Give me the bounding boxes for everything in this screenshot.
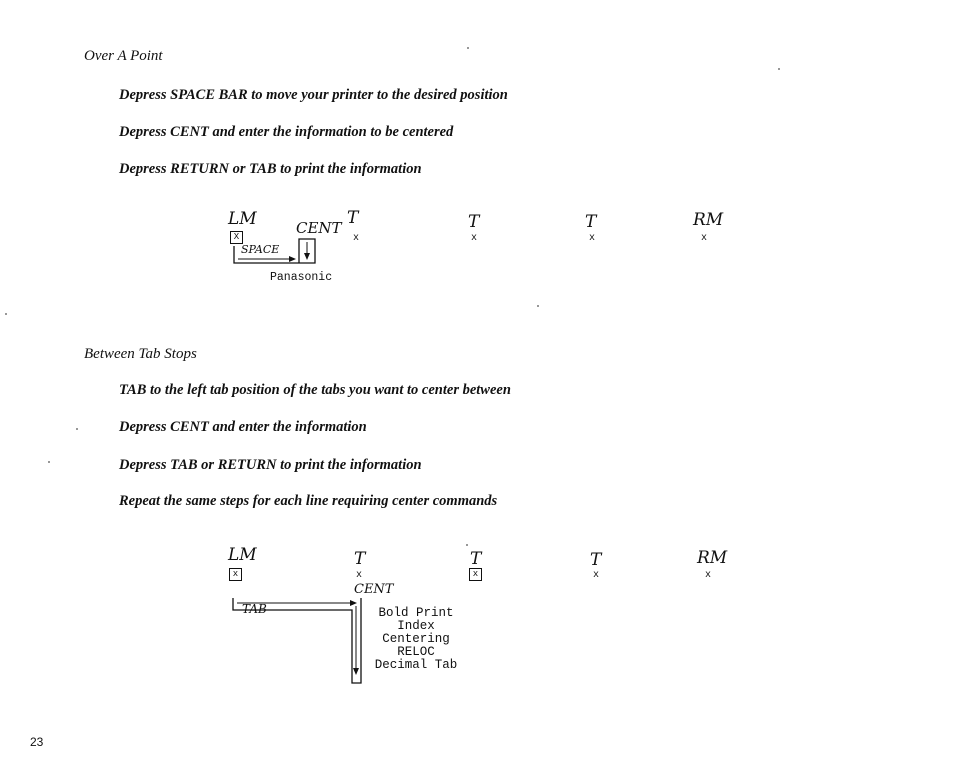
scan-speck xyxy=(537,305,539,307)
page-number: 23 xyxy=(30,735,44,749)
scan-speck xyxy=(778,68,780,70)
step-1-1: Depress SPACE BAR to move your printer to the desired position xyxy=(119,87,508,103)
x-mark-2: x xyxy=(471,233,478,244)
centered-output-block xyxy=(366,607,466,672)
output-line: RELOC xyxy=(397,645,435,659)
step-2-4: Repeat the same steps for each line requiring center commands xyxy=(119,493,498,509)
cent-label: CENT xyxy=(296,219,342,237)
tab-mark-3: T xyxy=(590,550,602,570)
step-2-1: TAB to the left tab position of the tabs you want to center between xyxy=(119,382,511,398)
scan-speck xyxy=(467,47,469,49)
x-mark-rm: x xyxy=(701,233,708,244)
tab-label: TAB xyxy=(242,602,267,616)
right-margin-label: RM xyxy=(693,210,724,230)
centered-output: Panasonic xyxy=(270,271,333,284)
x-mark-1: x xyxy=(353,233,360,244)
heading-between-tab-stops: Between Tab Stops xyxy=(84,346,197,362)
x-mark-rm: x xyxy=(705,570,712,581)
step-2-3: Depress TAB or RETURN to print the information xyxy=(119,457,422,473)
tab-mark-2: T xyxy=(468,212,480,232)
output-line: Decimal Tab xyxy=(374,658,458,672)
left-margin-label: LM xyxy=(228,209,257,229)
cent-label: CENT xyxy=(354,582,394,597)
output-line: Index xyxy=(397,619,435,633)
step-1-3: Depress RETURN or TAB to print the information xyxy=(119,161,422,177)
tab-mark-1: T xyxy=(347,208,359,228)
step-2-2: Depress CENT and enter the information xyxy=(119,419,367,435)
x-mark-1: x xyxy=(356,570,363,581)
x-mark-3: x xyxy=(589,233,596,244)
heading-over-a-point: Over A Point xyxy=(84,48,163,64)
space-label: SPACE xyxy=(241,243,280,256)
output-line: Bold Print xyxy=(378,606,454,620)
scan-speck xyxy=(48,461,50,463)
left-margin-box: X xyxy=(230,231,243,244)
x-mark-3: x xyxy=(593,570,600,581)
tab-mark-3: T xyxy=(585,212,597,232)
tab-mark-1: T xyxy=(354,549,366,569)
tab-mark-2: T xyxy=(470,549,482,569)
left-margin-box: x xyxy=(229,568,242,581)
left-margin-label: LM xyxy=(228,545,257,565)
right-margin-label: RM xyxy=(697,548,728,568)
tab-box-2: x xyxy=(469,568,482,581)
output-line: Centering xyxy=(382,632,450,646)
scan-speck xyxy=(76,428,78,430)
step-1-2: Depress CENT and enter the information to be centered xyxy=(119,124,454,140)
scan-speck xyxy=(5,313,7,315)
scan-speck xyxy=(466,544,468,546)
